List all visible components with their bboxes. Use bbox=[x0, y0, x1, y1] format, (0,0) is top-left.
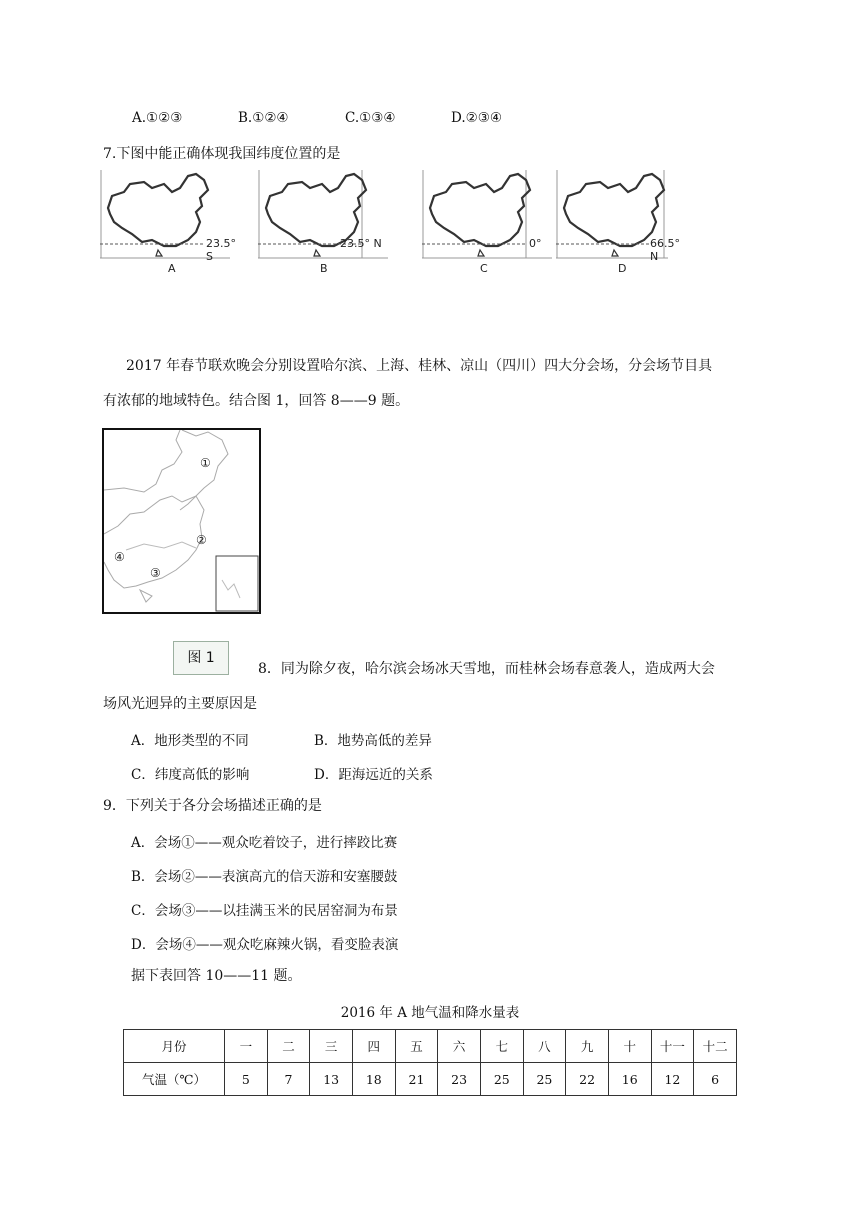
temperature-cell: 23 bbox=[438, 1063, 481, 1096]
temperature-cell: 25 bbox=[523, 1063, 566, 1096]
map-b-letter: B bbox=[320, 262, 328, 275]
month-cell: 一 bbox=[225, 1030, 268, 1063]
month-cell: 九 bbox=[566, 1030, 609, 1063]
month-cell: 六 bbox=[438, 1030, 481, 1063]
temperature-cell: 7 bbox=[267, 1063, 310, 1096]
temperature-cell: 22 bbox=[566, 1063, 609, 1096]
month-cell: 十二 bbox=[694, 1030, 737, 1063]
map-b-latitude-label: 23.5° N bbox=[340, 237, 382, 250]
q8-option-d: D．距海远近的关系 bbox=[314, 767, 433, 783]
map-d-latitude-label: 66.5° N bbox=[650, 237, 680, 263]
figure-1-map bbox=[102, 428, 261, 614]
q6-option-d: D.②③④ bbox=[451, 110, 502, 126]
q9-stem: 9．下列关于各分会场描述正确的是 bbox=[103, 798, 322, 814]
q8-stem-line-1: 8．同为除夕夜，哈尔滨会场冰天雪地，而桂林会场春意袭人，造成两大会 bbox=[258, 661, 715, 677]
q7-map-b bbox=[258, 170, 388, 275]
intro-line-1: 2017 年春节联欢晚会分别设置哈尔滨、上海、桂林、凉山（四川）四大分会场，分会场节目具 bbox=[126, 358, 713, 374]
q8-option-b: B．地势高低的差异 bbox=[314, 733, 432, 749]
temperature-cell: 12 bbox=[651, 1063, 694, 1096]
q6-option-c: C.①③④ bbox=[345, 110, 396, 126]
month-cell: 四 bbox=[352, 1030, 395, 1063]
temperature-row-label: 气温（℃） bbox=[124, 1063, 225, 1096]
climate-table bbox=[123, 1029, 737, 1096]
month-cell: 三 bbox=[310, 1030, 353, 1063]
q7-map-c bbox=[422, 170, 552, 275]
q9-option-d: D．会场④——观众吃麻辣火锅，看变脸表演 bbox=[131, 937, 399, 953]
figure-1-caption: 图 1 bbox=[173, 641, 229, 675]
table-row bbox=[124, 1063, 737, 1096]
map-a-latitude-label: 23.5° S bbox=[206, 237, 236, 263]
map-d-letter: D bbox=[618, 262, 627, 275]
month-cell: 七 bbox=[480, 1030, 523, 1063]
q10-intro: 据下表回答 10——11 题。 bbox=[131, 968, 302, 984]
table-row bbox=[124, 1030, 737, 1063]
intro-line-2: 有浓郁的地域特色。结合图 1，回答 8——9 题。 bbox=[103, 393, 410, 409]
month-cell: 十一 bbox=[651, 1030, 694, 1063]
temperature-cell: 18 bbox=[352, 1063, 395, 1096]
q9-option-b: B．会场②——表演高亢的信天游和安塞腰鼓 bbox=[131, 869, 398, 885]
month-cell: 五 bbox=[395, 1030, 438, 1063]
month-cell: 八 bbox=[523, 1030, 566, 1063]
temperature-cell: 25 bbox=[480, 1063, 523, 1096]
map-a-letter: A bbox=[168, 262, 176, 275]
venue-2-marker: ② bbox=[196, 533, 207, 547]
temperature-cell: 6 bbox=[694, 1063, 737, 1096]
venue-1-marker: ① bbox=[200, 456, 211, 470]
q7-map-a bbox=[100, 170, 236, 275]
table-title: 2016 年 A 地气温和降水量表 bbox=[340, 1005, 520, 1021]
temperature-cell: 13 bbox=[310, 1063, 353, 1096]
q8-stem-line-2: 场风光迥异的主要原因是 bbox=[103, 696, 257, 712]
month-cell: 十 bbox=[608, 1030, 651, 1063]
q7-stem: 7.下图中能正确体现我国纬度位置的是 bbox=[103, 146, 341, 162]
q6-option-b: B.①②④ bbox=[238, 110, 289, 126]
q9-option-c: C．会场③——以挂满玉米的民居窑洞为布景 bbox=[131, 903, 398, 919]
q6-option-a: A.①②③ bbox=[132, 110, 183, 126]
q8-option-c: C．纬度高低的影响 bbox=[131, 767, 250, 783]
venue-3-marker: ③ bbox=[150, 566, 161, 580]
month-header-label: 月份 bbox=[124, 1030, 225, 1063]
q8-option-a: A．地形类型的不同 bbox=[131, 733, 249, 749]
temperature-cell: 21 bbox=[395, 1063, 438, 1096]
q7-map-d bbox=[556, 170, 680, 275]
q9-option-a: A．会场①——观众吃着饺子，进行摔跤比赛 bbox=[131, 835, 398, 851]
temperature-cell: 16 bbox=[608, 1063, 651, 1096]
temperature-cell: 5 bbox=[225, 1063, 268, 1096]
map-c-latitude-label: 0° bbox=[529, 237, 542, 250]
month-cell: 二 bbox=[267, 1030, 310, 1063]
venue-4-marker: ④ bbox=[114, 550, 125, 564]
map-c-letter: C bbox=[480, 262, 488, 275]
